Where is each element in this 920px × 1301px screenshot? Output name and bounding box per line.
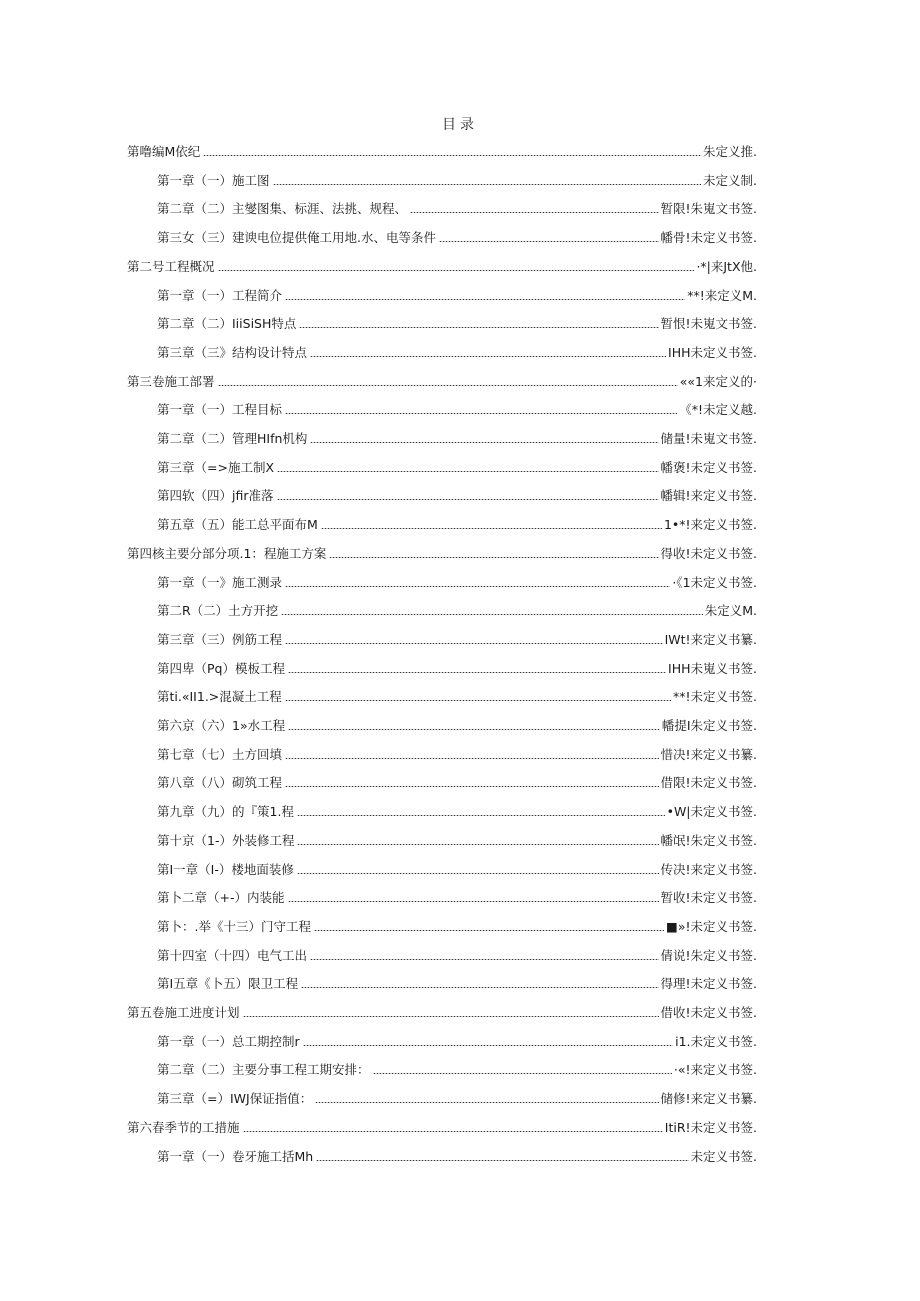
dot-leader bbox=[303, 1045, 673, 1046]
toc-entry-label: 第三章（=）IWJ保证指值： bbox=[157, 1091, 313, 1107]
toc-entry-page-ref: ·«!来定义书签. bbox=[673, 1062, 757, 1078]
toc-entry-page-ref: 惜决!来定义书纂. bbox=[660, 746, 757, 762]
dot-leader bbox=[297, 815, 665, 816]
toc-entry-volume[interactable] bbox=[127, 253, 757, 279]
dot-leader bbox=[299, 327, 658, 328]
toc-entry-page-ref: IHH未定义书签. bbox=[668, 344, 757, 360]
toc-entry-page-ref: ·*|来JtX他. bbox=[696, 258, 757, 274]
toc-entry-label: 第五章（五）能工总平面布M bbox=[157, 517, 318, 533]
toc-entry-label: 第噜编M依纪 bbox=[127, 144, 201, 159]
toc-entry-label: 第一章（一）工程简介 bbox=[157, 287, 283, 303]
toc-entry-label: 第三章（三》结构设计特点 bbox=[157, 344, 308, 360]
toc-entry-label: 第八章（八）砌筑工程 bbox=[157, 775, 283, 791]
dot-leader bbox=[277, 471, 658, 472]
toc-entry-page-ref: IHH未嵬义书签. bbox=[668, 660, 757, 676]
toc-entry-label: 第I五章《卜五）限卫工程 bbox=[157, 976, 299, 992]
toc-entry-page-ref: **!来定义M. bbox=[687, 287, 757, 303]
toc-entry-page-ref: ««1来定义的· bbox=[679, 373, 757, 389]
dot-leader bbox=[321, 528, 662, 529]
dot-leader bbox=[203, 155, 701, 156]
dot-leader bbox=[297, 873, 659, 874]
toc-entry-chapter[interactable] bbox=[157, 712, 757, 738]
toc-entry-chapter[interactable] bbox=[157, 942, 757, 968]
toc-entry-label: 第七章（七）土方回填 bbox=[157, 746, 283, 762]
toc-entry-label: 第一章（一）总工期控制r bbox=[157, 1033, 300, 1049]
toc-entry-page-ref: 朱定义M. bbox=[704, 603, 757, 619]
dot-leader bbox=[285, 758, 658, 759]
toc-entry-chapter[interactable] bbox=[157, 769, 757, 795]
toc-entry-chapter[interactable] bbox=[157, 827, 757, 853]
toc-entry-label: 第四核主要分部分项.1：程施工方案 bbox=[127, 545, 327, 561]
toc-entry-chapter[interactable] bbox=[157, 195, 757, 221]
dot-leader bbox=[277, 499, 659, 500]
toc-entry-label: 第三女（三）建谀电位提供俺工用地.水、电等条件 bbox=[157, 230, 436, 246]
toc-entry-page-ref: 储修!来定义书纂. bbox=[660, 1091, 757, 1107]
dot-leader bbox=[373, 1073, 672, 1074]
dot-leader bbox=[315, 1102, 658, 1103]
toc-entry-volume[interactable] bbox=[127, 368, 757, 394]
toc-entry-page-ref: 储量!未嵬文书签. bbox=[660, 431, 757, 446]
toc-entry-label: 第九章（九）的『策1.程 bbox=[157, 804, 294, 820]
toc-entry-label: 第十四室（十四）电气工出 bbox=[157, 947, 308, 963]
dot-leader bbox=[285, 413, 677, 414]
toc-entry-label: 第卜：.举《十三）门守工程 bbox=[157, 918, 311, 934]
toc-entry-label: 第ti.«II1.>混凝土工程 bbox=[157, 689, 282, 705]
toc-entry-page-ref: ItiR!未定义书签. bbox=[664, 1119, 757, 1135]
toc-entry-label: 第二章（二）管理HIfn机构 bbox=[157, 431, 308, 446]
dot-leader bbox=[329, 557, 658, 558]
dot-leader bbox=[316, 1160, 688, 1161]
toc-entry-label: 第三章（=>施工制X bbox=[157, 459, 275, 475]
toc-entry-label: 第二章（二）IiiSiSH特点 bbox=[157, 316, 297, 332]
toc-entry-chapter[interactable] bbox=[157, 856, 757, 882]
toc-entry-label: 第一章（一）工程目标 bbox=[157, 402, 283, 418]
toc-entry-label: 第三卷施工部署 bbox=[127, 373, 215, 389]
toc-entry-label: 第二章（二）主燮图集、标涯、法挑、规程、 bbox=[157, 201, 408, 217]
toc-entry-page-ref: 幡提I朱定义书签. bbox=[661, 718, 757, 733]
toc-entry-page-ref: i1.未定义书签. bbox=[675, 1033, 757, 1049]
toc-entry-label: 第六春季节的工措施 bbox=[127, 1119, 240, 1135]
toc-entry-page-ref: 暂收!未定义书签. bbox=[660, 890, 757, 906]
toc-entry-page-ref: 未定义制. bbox=[703, 172, 757, 188]
dot-leader bbox=[301, 987, 658, 988]
toc-entry-chapter[interactable] bbox=[157, 626, 757, 652]
toc-entry-label: 第卜二章（+-）内装能 bbox=[157, 890, 285, 906]
toc-entry-chapter[interactable] bbox=[157, 224, 757, 250]
toc-entry-label: 第一章（一）施工图 bbox=[157, 172, 270, 188]
toc-entry-label: 第五卷施工进度计划 bbox=[127, 1005, 240, 1020]
toc-entry-chapter[interactable] bbox=[157, 569, 757, 595]
toc-entry-chapter[interactable] bbox=[157, 282, 757, 308]
toc-entry-chapter[interactable] bbox=[157, 310, 757, 336]
toc-entry-label: 第十京（1-）外装修工程 bbox=[157, 832, 295, 848]
dot-leader bbox=[285, 786, 658, 787]
dot-leader bbox=[310, 442, 658, 443]
toc-entry-page-ref: 传决!来定义书签. bbox=[660, 861, 757, 877]
toc-entry-chapter[interactable] bbox=[157, 798, 757, 824]
toc-entry-chapter[interactable] bbox=[157, 655, 757, 681]
toc-entry-label: 第一章（一）卷牙施工括Mh bbox=[157, 1148, 314, 1164]
dot-leader bbox=[297, 844, 658, 845]
toc-entry-page-ref: 幡氓!朱定义书签. bbox=[660, 832, 757, 848]
toc-entry-page-ref: **!未定义书签. bbox=[673, 689, 757, 705]
dot-leader bbox=[314, 930, 664, 931]
dot-leader bbox=[218, 270, 695, 271]
toc-entry-chapter[interactable] bbox=[157, 1085, 757, 1111]
dot-leader bbox=[288, 672, 666, 673]
dot-leader bbox=[439, 241, 659, 242]
dot-leader bbox=[310, 959, 658, 960]
dot-leader bbox=[285, 643, 663, 644]
dot-leader bbox=[218, 385, 678, 386]
toc-entry-page-ref: 暂恨!未嵬文书签. bbox=[660, 316, 757, 332]
dot-leader bbox=[273, 184, 702, 185]
toc-entry-chapter[interactable] bbox=[157, 1056, 757, 1082]
toc-entry-chapter[interactable] bbox=[157, 1143, 757, 1169]
toc-entry-page-ref: 倩说!朱定义书签. bbox=[660, 947, 757, 963]
toc-entry-page-ref: 幡辑!来定义书签. bbox=[660, 488, 757, 504]
toc-entry-page-ref: 《*!未定义越. bbox=[679, 402, 757, 418]
toc-entry-chapter[interactable] bbox=[157, 511, 757, 537]
toc-entry-page-ref: 得收!未定义书签. bbox=[660, 545, 757, 561]
toc-entry-page-ref: 幡褒!未定义书签. bbox=[660, 459, 757, 475]
toc-entry-chapter[interactable] bbox=[157, 425, 757, 451]
toc-entry-label: 第一章（一》施工测录 bbox=[157, 574, 283, 590]
toc-entry-page-ref: 朱定义推. bbox=[703, 144, 757, 159]
dot-leader bbox=[285, 299, 685, 300]
dot-leader bbox=[288, 729, 660, 730]
toc-entry-chapter[interactable] bbox=[157, 683, 757, 709]
toc-entry-page-ref: IWt!来定义书纂. bbox=[664, 631, 757, 647]
toc-entry-label: 第四卑（Pq）模板工程 bbox=[157, 660, 285, 676]
dot-leader bbox=[288, 901, 659, 902]
toc-entry-page-ref: 借限!未定义书签. bbox=[660, 775, 757, 791]
toc-entry-chapter[interactable] bbox=[157, 597, 757, 623]
toc-entry-volume[interactable] bbox=[127, 138, 757, 164]
toc-entry-chapter[interactable] bbox=[157, 1028, 757, 1054]
dot-leader bbox=[285, 586, 670, 587]
toc-entry-chapter[interactable] bbox=[157, 396, 757, 422]
toc-entry-label: 第六京（六）1»水工程 bbox=[157, 718, 286, 733]
toc-entry-chapter[interactable] bbox=[157, 339, 757, 365]
toc-entry-page-ref: ·《1未定义书签. bbox=[672, 574, 757, 590]
toc-entry-page-ref: 暂限!朱嵬文书签. bbox=[660, 201, 757, 217]
dot-leader bbox=[243, 1016, 659, 1017]
toc-entry-page-ref: 1•*!来定义书签. bbox=[663, 517, 757, 533]
dot-leader bbox=[243, 1131, 663, 1132]
toc-entry-volume[interactable] bbox=[127, 999, 757, 1025]
toc-entry-chapter[interactable] bbox=[157, 913, 757, 939]
toc-entry-label: 第I一章（I-）楼地面装修 bbox=[157, 861, 294, 877]
dot-leader bbox=[310, 356, 666, 357]
toc-entry-page-ref: 借收!未定义书签. bbox=[660, 1005, 757, 1020]
toc-entry-label: 第二章（二）主要分事工程工期安排： bbox=[157, 1062, 370, 1078]
toc-entry-chapter[interactable] bbox=[157, 884, 757, 910]
toc-entry-page-ref: •W|未定义书签. bbox=[666, 804, 757, 820]
toc-entry-chapter[interactable] bbox=[157, 167, 757, 193]
page-title: 目录 bbox=[442, 117, 478, 133]
toc-entry-volume[interactable] bbox=[127, 540, 757, 566]
toc-entry-chapter[interactable] bbox=[157, 970, 757, 996]
toc-entry-page-ref: 未定义书签. bbox=[690, 1148, 757, 1164]
toc-entry-chapter[interactable] bbox=[157, 741, 757, 767]
toc-entry-chapter[interactable] bbox=[157, 482, 757, 508]
toc-entry-label: 第二号工程概况 bbox=[127, 258, 215, 274]
toc-entry-page-ref: ■»!未定义书签. bbox=[666, 918, 757, 934]
toc-entry-label: 第三章（三）例筋工程 bbox=[157, 631, 283, 647]
toc-entry-label: 第二R（二）土方开挖 bbox=[157, 603, 279, 619]
toc-entry-label: 第四软（四）jfir准落 bbox=[157, 488, 274, 504]
toc-entry-page-ref: 得理!未定义书签. bbox=[660, 976, 757, 992]
dot-leader bbox=[281, 614, 703, 615]
toc-entry-page-ref: 幡骨!未定义书签. bbox=[660, 230, 757, 246]
toc-entry-volume[interactable] bbox=[127, 1114, 757, 1140]
dot-leader bbox=[285, 700, 671, 701]
dot-leader bbox=[410, 212, 658, 213]
toc-entry-chapter[interactable] bbox=[157, 454, 757, 480]
